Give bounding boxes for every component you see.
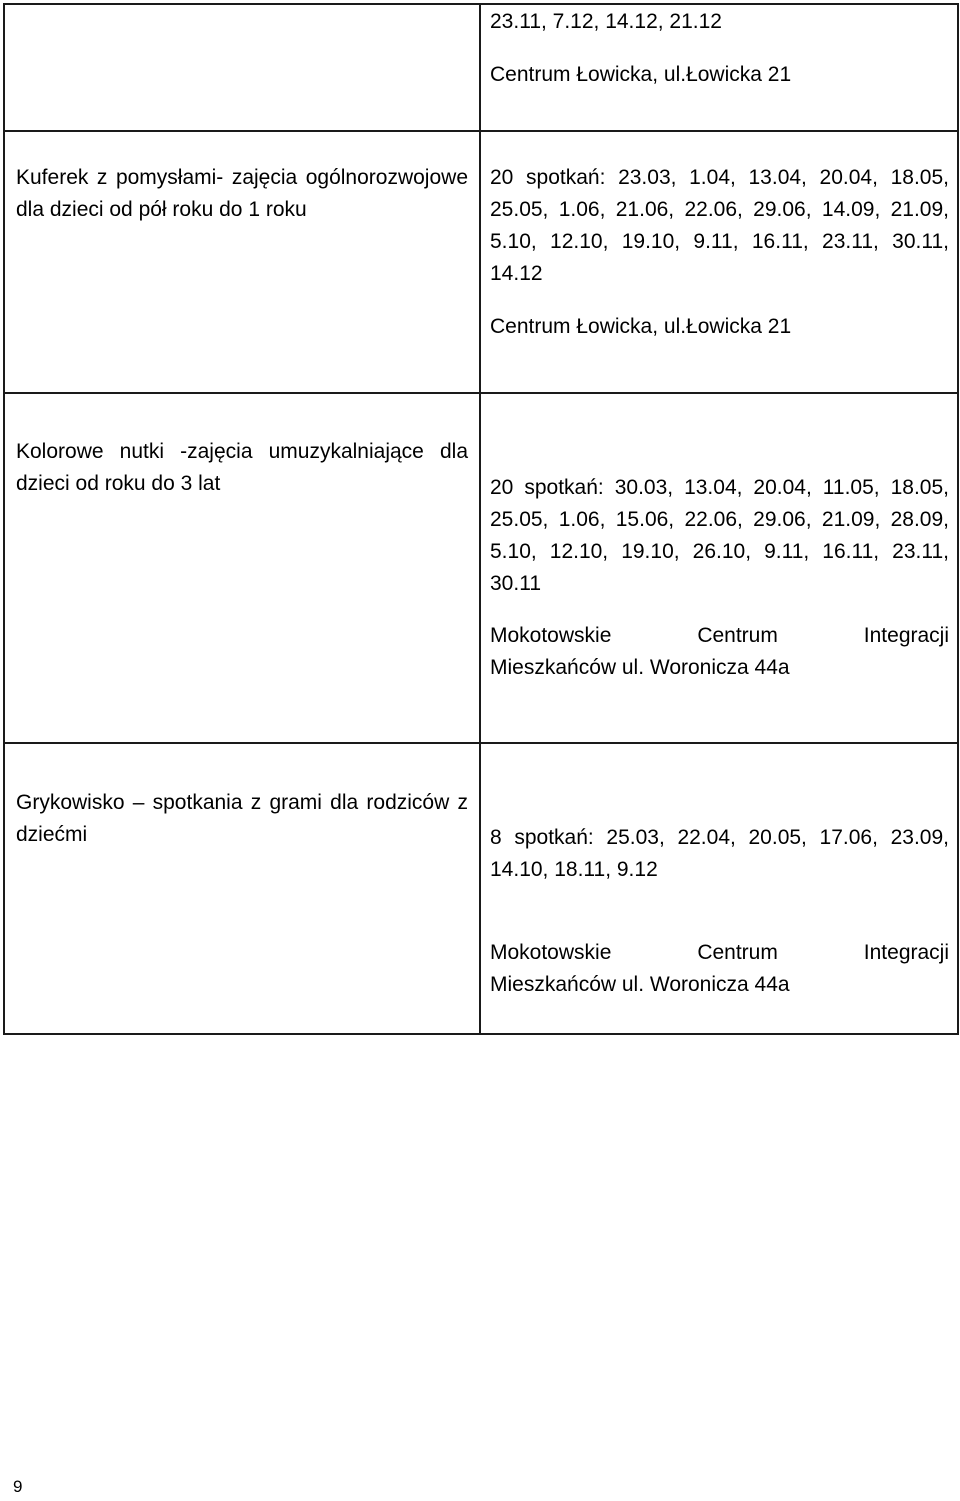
page-number: 9 bbox=[13, 1477, 23, 1496]
activity-dates: 23.11, 7.12, 14.12, 21.12 bbox=[490, 10, 722, 33]
activity-location: Centrum Łowicka, ul.Łowicka 21 bbox=[490, 63, 792, 86]
activity-location-line-2: Mieszkańców ul. Woronicza 44a bbox=[490, 973, 790, 996]
schedule-table bbox=[3, 3, 959, 1035]
activity-name-cell bbox=[4, 393, 480, 743]
activity-name: Kolorowe nutki -zajęcia umuzykalniające dla dzieci od roku do 3 lat bbox=[16, 440, 468, 495]
activity-name-cell bbox=[4, 4, 480, 131]
activity-name: Grykowisko – spotkania z grami dla rodziców z dziećmi bbox=[16, 791, 468, 846]
activity-details-cell bbox=[480, 393, 958, 743]
table-row bbox=[4, 4, 958, 131]
table-row bbox=[4, 743, 958, 1034]
table-row bbox=[4, 393, 958, 743]
activity-dates: 8 spotkań: 25.03, 22.04, 20.05, 17.06, 23.09, 14.10, 18.11, 9.12 bbox=[490, 826, 949, 881]
activity-name-cell bbox=[4, 743, 480, 1034]
activity-dates: 20 spotkań: 30.03, 13.04, 20.04, 11.05, 18.05, 25.05, 1.06, 15.06, 22.06, 29.06, 21.09, 28.09, 5.10, 12.10, 19.10, 26.10, 9.11, 16.11, 23.11, 30.11 bbox=[490, 476, 949, 595]
activity-name-cell bbox=[4, 131, 480, 393]
activity-name: Kuferek z pomysłami- zajęcia ogólnorozwojowe dla dzieci od pół roku do 1 roku bbox=[16, 166, 468, 221]
activity-location-line-2: Mieszkańców ul. Woronicza 44a bbox=[490, 656, 790, 679]
table-row bbox=[4, 131, 958, 393]
activity-dates: 20 spotkań: 23.03, 1.04, 13.04, 20.04, 18.05, 25.05, 1.06, 21.06, 22.06, 29.06, 14.09, 21.09, 5.10, 12.10, 19.10, 9.11, 16.11, 23.11, 30.11, 14.12 bbox=[490, 166, 949, 285]
activity-details-cell bbox=[480, 4, 958, 131]
activity-details-cell bbox=[480, 743, 958, 1034]
activity-location-line-1: Mokotowskie Centrum Integracji bbox=[490, 941, 949, 964]
activity-location: Centrum Łowicka, ul.Łowicka 21 bbox=[490, 315, 792, 338]
activity-location-line-1: Mokotowskie Centrum Integracji bbox=[490, 624, 949, 647]
activity-details-cell bbox=[480, 131, 958, 393]
